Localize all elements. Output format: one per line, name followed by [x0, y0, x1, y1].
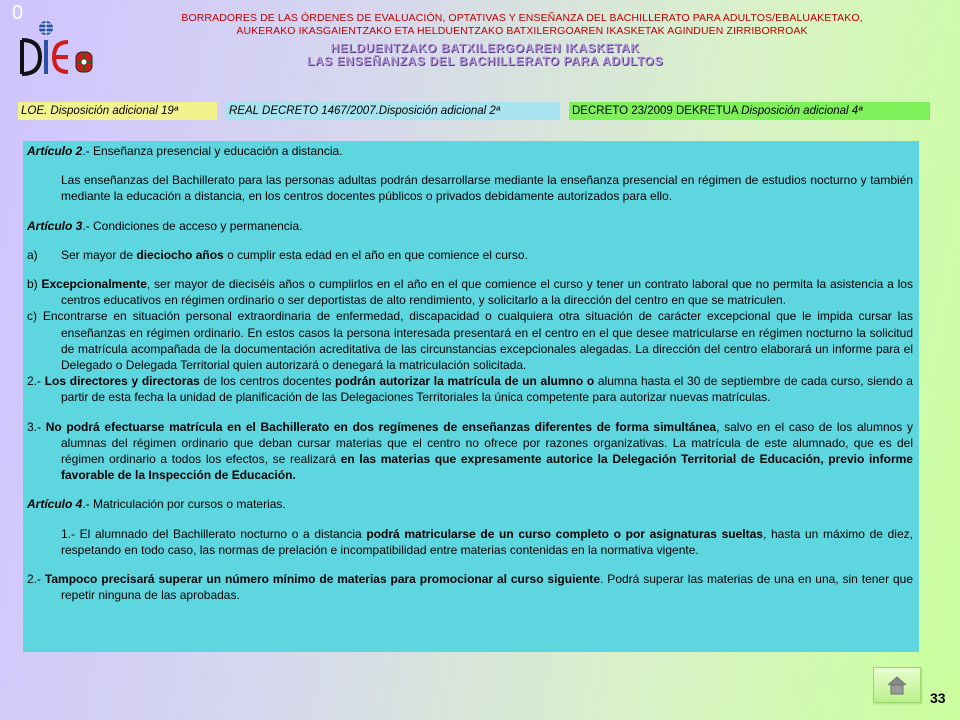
paragraph-3	[27, 419, 913, 484]
article-4-p1-text-1: 1.- El alumnado del Bachillerato nocturno o a distancia	[61, 526, 367, 541]
paragraph-2-bold-1: Los directores y directoras	[44, 374, 200, 389]
home-button[interactable]	[873, 667, 921, 703]
article-2-heading	[27, 143, 913, 159]
paragraph-3-label: 3.-	[27, 419, 42, 434]
title-line-2: AUKERAKO IKASGAIENTZAKO ETA HELDUENTZAKO BATXILERGOAREN IKASKETAK AGINDUEN ZIRRIBORROAK	[236, 25, 808, 37]
condition-b-bold: Excepcionalmente	[41, 277, 147, 292]
reference-loe: LOE. Disposición adicional 19ª	[18, 102, 217, 120]
condition-c-text: Encontrarse en situación personal extraordinaria de enfermedad, discapacidad o cualquiera otra situación de carácter excepcional que le impida cursar las enseñanzas en régimen ordinario. En estos casos la persona interesada presentará en el centro en el que desee matricularse en régimen nocturno la solicitud de matrícula acompañada de la documentación acreditativa de las circunstancias excepcionales alegadas. La dirección del centro elaborará un informe para el Delegado o Delegada Territorial quien autorizará o denegará la matriculación solicitada.	[42, 309, 913, 373]
reference-decreto-disposition: Disposición adicional 4ª	[741, 105, 863, 117]
title-line-1: BORRADORES DE LAS ÓRDENES DE EVALUACIÓN, OPTATIVAS Y ENSEÑANZA DEL BACHILLERATO PARA ADULTOS/EBALUAKETAKO,	[181, 12, 863, 24]
article-4-paragraph-1	[27, 526, 913, 558]
condition-c	[27, 308, 913, 373]
document-subtitle	[240, 42, 730, 68]
article-4-paragraph-2	[27, 571, 913, 603]
article-4-p1-bold: podrá matricularse de un curso completo o por asignaturas sueltas	[366, 526, 763, 541]
article-3-title: .- Condiciones de acceso y permanencia.	[82, 218, 303, 233]
paragraph-2	[27, 373, 913, 405]
article-4-title: .- Matriculación por cursos o materias.	[82, 497, 286, 512]
die-logo	[18, 20, 98, 80]
article-4-p1-text-2: , hasta un máximo de diez, respetando en todo caso, las normas de prelación e incompatibilidad entre materias contenidas en la normativa vigente.	[61, 526, 913, 557]
condition-a-text-2: o cumplir esta edad en el año en que comience el curso.	[223, 247, 528, 262]
paragraph-3-text-1: , salvo en el caso de los alumnos y alumnas del régimen ordinario que deban cursar materias que el centro no ofrece por razones organizativas. La matrícula de este alumnado, que es del régimen ordinario a todos los efectos, se realizará	[61, 419, 913, 467]
condition-a-label: a)	[27, 247, 38, 262]
reference-decreto-number: DECRETO 23/2009 DEKRETUA	[572, 105, 742, 117]
subtitle-line-2: LAS ENSEÑANZAS DEL BACHILLERATO PARA ADULTOS	[306, 54, 664, 68]
article-4-p2-label: 2.-	[27, 572, 42, 587]
document-title	[150, 12, 894, 38]
condition-b-text: , ser mayor de dieciséis años o cumplirlos en el año en el que comience el curso y tener un contrato laboral que no permita la asistencia a los centros educativos en régimen ordinario o ser deportistas de alto rendimiento, y solicitarlo a la dirección del centro en que se matriculen.	[61, 277, 913, 308]
reference-real-decreto: REAL DECRETO 1467/2007.Disposición adicional 2ª	[226, 102, 560, 120]
article-4-p2-bold: Tampoco precisará superar un número mínimo de materias para promocionar al curso siguiente	[44, 572, 601, 587]
condition-b-label: b)	[27, 277, 38, 292]
article-2-body: Las enseñanzas del Bachillerato para las personas adultas podrán desarrollarse mediante la enseñanza presencial en régimen de estudios nocturno y también mediante la educación a distancia, en los centros docentes públicos o privados debidamente autorizados para ello.	[61, 173, 913, 204]
paragraph-3-bold-2: en las materias que expresamente autorice la Delegación Territorial de Educación, previo informe favorable de la Inspección de Educación.	[61, 452, 913, 483]
condition-a-text: Ser mayor de	[61, 247, 137, 262]
paragraph-3-bold-1: No podrá efectuarse matrícula en el Bachillerato en dos regímenes de enseñanzas diferentes de forma simultánea	[45, 419, 717, 434]
subtitle-line-1: HELDUENTZAKO BATXILERGOAREN IKASKETAK	[330, 41, 640, 55]
paragraph-2-label: 2.-	[27, 374, 42, 389]
slide-marker: 0	[12, 2, 24, 24]
condition-b	[27, 276, 913, 308]
article-3-label: Artículo 3	[27, 218, 83, 233]
condition-a-bold: dieciocho años	[136, 247, 224, 262]
home-icon	[886, 674, 908, 696]
page-number: 33	[930, 690, 946, 706]
paragraph-2-bold-2: podrán autorizar la matrícula de un alumno o	[335, 374, 595, 389]
articles-panel	[23, 141, 919, 652]
condition-a	[27, 247, 913, 263]
article-2-label: Artículo 2	[27, 144, 83, 158]
article-2-title: .- Enseñanza presencial y educación a distancia.	[82, 144, 343, 158]
article-3-heading	[27, 218, 913, 234]
article-4-label: Artículo 4	[27, 497, 83, 512]
article-4-heading	[27, 496, 913, 512]
condition-c-label: c)	[27, 309, 37, 324]
reference-decreto	[569, 102, 930, 120]
article-4-p2-text: . Podrá superar las materias de una en una, sin tener que repetir ninguna de las aprobadas.	[61, 572, 913, 603]
paragraph-2-text-1: de los centros docentes	[199, 374, 336, 389]
paragraph-2-text-2: alumna hasta el 30 de septiembre de cada curso, siendo a partir de esta fecha la unidad de planificación de las Delegaciones Territoriales la única competente para autorizar nuevas matrículas.	[61, 374, 913, 405]
